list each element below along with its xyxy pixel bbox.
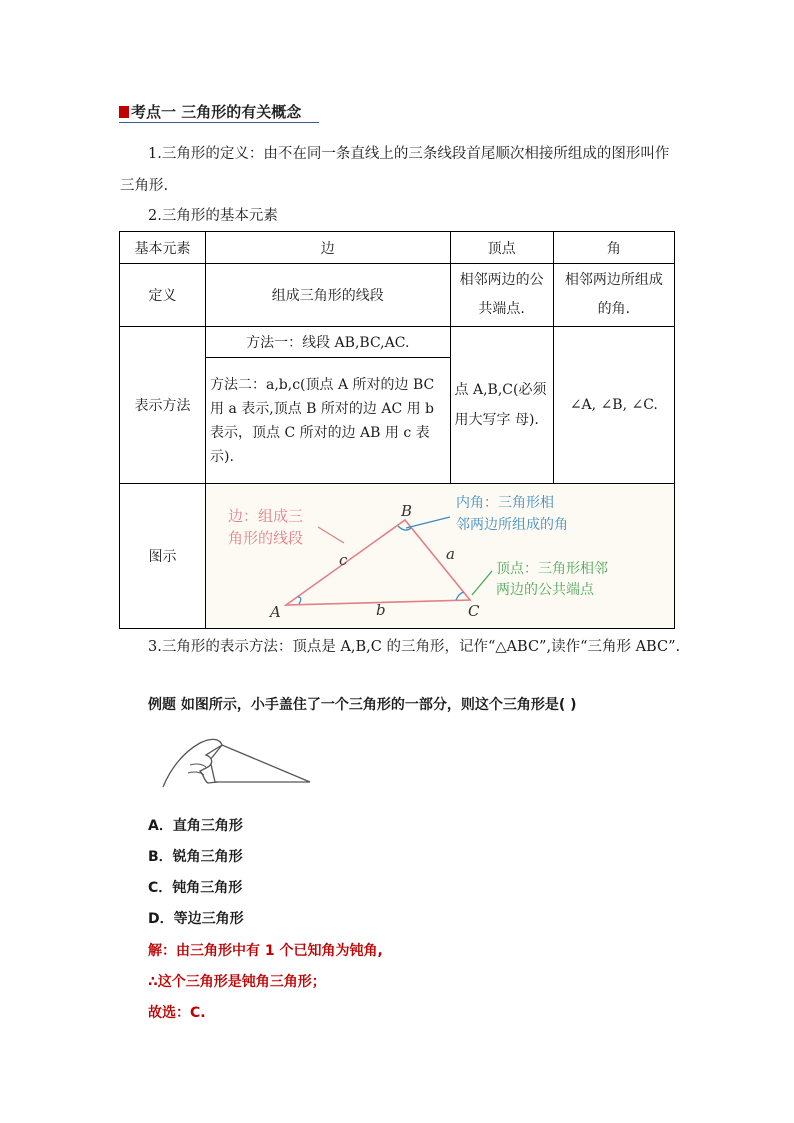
table-header: 顶点: [450, 232, 553, 264]
covered-triangle: [210, 745, 310, 782]
vertex-note-line1: 顶点：三角形相邻: [496, 560, 608, 577]
solution-line-1: 解：由三角形中有 1 个已知角为钝角,: [148, 943, 383, 959]
angle-definition: 相邻两边所组成的角.: [553, 264, 674, 327]
angle-note-line1: 内角：三角形相: [456, 494, 554, 511]
side-method-one: 方法一：线段 AB,BC,AC.: [206, 327, 451, 358]
notation-paragraph: 3.三角形的表示方法：顶点是 A,B,C 的三角形，记作“△ABC”,读作“三角形 ABC”.: [148, 639, 681, 655]
solution-line-3: 故选：C.: [148, 1005, 206, 1021]
vertex-note-line2: 两边的公共端点: [496, 581, 594, 598]
triangle-figure-cell: [206, 484, 675, 629]
heading-underline: [119, 122, 319, 123]
angle-note-line2: 邻两边所组成的角: [456, 516, 568, 533]
point-a-label: A: [270, 602, 281, 621]
side-note-line1: 边：组成三: [228, 506, 304, 525]
row-label: 图示: [120, 484, 206, 629]
side-c-label: c: [339, 550, 348, 569]
hand-drawing: [163, 739, 222, 787]
elements-table: [119, 231, 675, 629]
row-label: 表示方法: [120, 327, 206, 484]
table-header: 角: [553, 232, 674, 264]
option-a: A．直角三角形: [148, 818, 243, 834]
row-label: 定义: [120, 264, 206, 327]
option-d: D．等边三角形: [148, 911, 244, 927]
table-row-definition: [120, 264, 675, 327]
side-note-line2: 角形的线段: [228, 528, 304, 547]
option-c: C．钝角三角形: [148, 880, 243, 896]
vertex-definition: 相邻两边的公共端点.: [450, 264, 553, 327]
table-header: 边: [206, 232, 451, 264]
table-row-figure: [120, 484, 675, 629]
heading-marker: [119, 106, 129, 118]
side-method-two: 方法二：a,b,c(顶点 A 所对的边 BC 用 a 表示,顶点 B 所对的边 AC 用 b 表示，顶点 C 所对的边 AB 用 c 表示).: [206, 358, 451, 484]
vertex-representation: 点 A,B,C(必须用大写字 母).: [450, 327, 553, 484]
point-b-label: B: [401, 501, 413, 520]
hand-triangle-figure: [160, 735, 315, 790]
triangle-figure: [206, 485, 674, 628]
table-header-row: [120, 232, 675, 264]
definition-paragraph: 1.三角形的定义：由不在同一条直线上的三条线段首尾顺次相接所组成的图形叫作三角形.: [120, 146, 670, 194]
angle-representation: ∠A, ∠B, ∠C.: [553, 327, 674, 484]
side-definition: 组成三角形的线段: [206, 264, 451, 327]
section-heading: [119, 101, 319, 123]
side-b-label: b: [376, 600, 386, 619]
example-question: 例题 如图所示，小手盖住了一个三角形的一部分，则这个三角形是( ): [148, 697, 577, 713]
side-a-label: a: [446, 544, 455, 563]
heading-text: 考点一 三角形的有关概念: [131, 103, 302, 121]
elements-paragraph: 2.三角形的基本元素: [148, 208, 278, 224]
option-b: B．锐角三角形: [148, 849, 243, 865]
table-header: 基本元素: [120, 232, 206, 264]
table-row-representation: [120, 327, 675, 358]
solution-line-2: ∴这个三角形是钝角三角形；: [148, 974, 326, 990]
point-c-label: C: [468, 601, 480, 620]
